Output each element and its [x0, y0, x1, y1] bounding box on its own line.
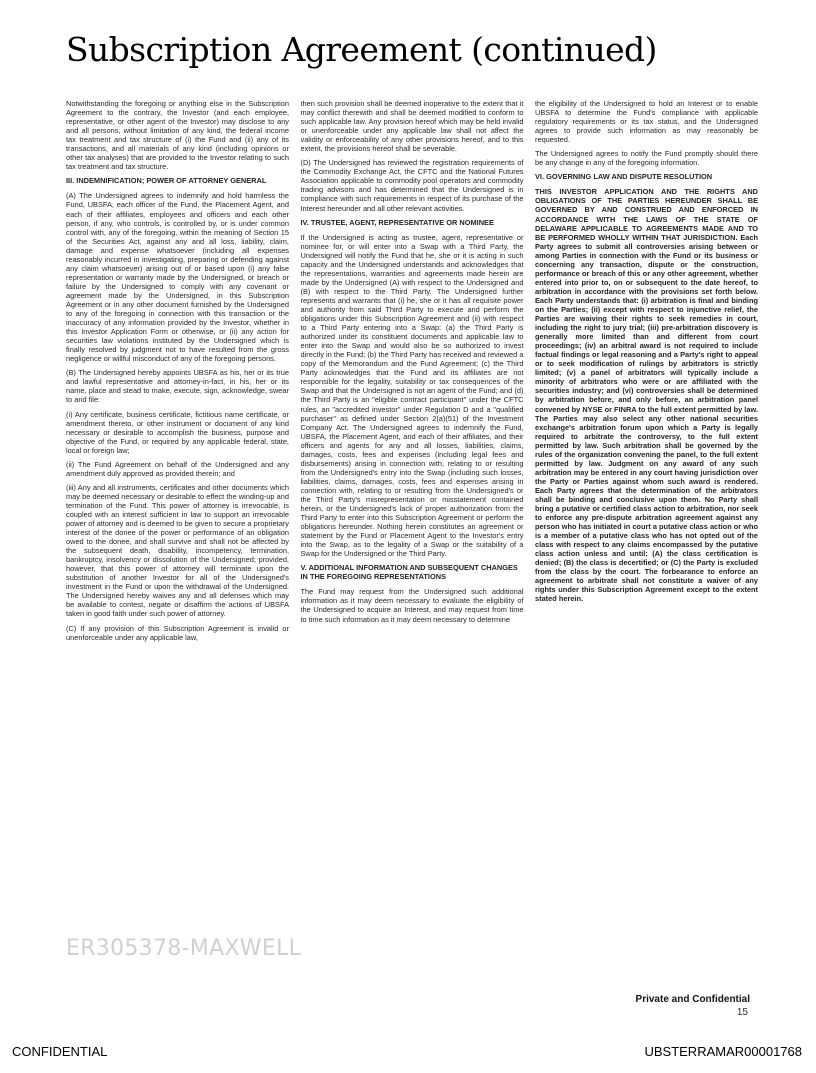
confidential-label: CONFIDENTIAL [12, 1044, 108, 1059]
column-1 [66, 99, 289, 819]
paragraph: Notwithstanding the foregoing or anything else in the Subscription Agreement to the contrary, the Investor (and each employee, representative, or other agent of the Investor) may disclose to any and all persons, without limitation of any kind, the federal income tax treatment and tax structure of (i) the Fund and (ii) any of its transactions, and all materials of any kind (including opinions or other tax analyses) that are provided to the Investor relating to such tax treatment and tax structure. [66, 99, 289, 172]
paragraph: the eligibility of the Undersigned to hold an Interest or to enable UBSFA to determine the Fund's compliance with applicable regulatory requirements or its tax status, and the Undersigned agrees to provide such information as may reasonably be requested. [535, 99, 758, 145]
paragraph: (C) If any provision of this Subscription Agreement is invalid or unenforceable under any applicable law, [66, 623, 289, 642]
column-3 [535, 99, 758, 819]
section-heading-governing-law: VI. GOVERNING LAW AND DISPUTE RESOLUTION [535, 172, 713, 182]
paragraph: If the Undersigned is acting as trustee, agent, representative or nominee for, or will enter into a Swap with a Third Party, the Undersigned will notify the Fund that he, she or it is acting in such capacity and the Undersigned understands and acknowledges that the representations, warranties and agreements made herein are made by the Undersigned (A) with respect to the Undersigned and (B) with respect to the Third Party. The Undersigned further represents and warrants that (i) he, she or it has all requisite power and authority from said Third Party to execute and perform the obligations under this Subscription Agreement and (ii) with respect to a Third Party entering into a Swap: (a) the Third Party is authorized under its constituent documents and applicable law to enter into the Swap and would also be so authorized to invest directly in the Fund; (b) the Third Party has received and reviewed a copy of the Memorandum and the Fund Agreement; (c) the Third Party acknowledges that the Fund and its affiliates are not responsible for the legality, suitability or tax consequences of the Swap and that the Undersigned is not an agent of the Fund; and (d) the Third Party is an "eligible contract participant" under the CFTC rules, an "accredited investor" under Regulation D and a "qualified purchaser" as defined under Section 2(a)(51) of the Investment Company Act. The Undersigned agrees to indemnify the Fund, UBSFA, the Placement Agent, and each of their affiliates, and their officers and agents for any and all losses, liabilities, claims, damages, costs, fees and expenses (including legal fees and disbursements) arising in connection with, relating to or resulting from the Undersigned's entry into the Swap (including such losses, liabilities, claims, damages, costs, fees and expenses arising in connection with, relating to or resulting from the Undersigned's or the Third Party's misrepresentation or misstatement contained herein, or the Undersigned's lack of proper authorization from the Third Party to enter into this Subscription Agreement or perform the obligations hereunder. Nothing herein constitutes an agreement or statement by the Fund or Placement Agent to the Investor's entry into the Swap, as to the legality of a Swap or the suitability of a Swap for the Undersigned or the Third Party. [300, 232, 524, 559]
paragraph: (D) The Undersigned has reviewed the registration requirements of the Commodity Exchange Act, the CFTC and the National Futures Association applicable to commodity pool operators and commodity trading advisors and has determined that the Undersigned is in compliance with such requirements in respect of its purchase of the Interest hereunder and all other relevant activities. [300, 158, 524, 213]
paragraph: (B) The Undersigned hereby appoints UBSFA as his, her or its true and lawful representative and attorney-in-fact, in his, her or its name, place and stead to make, execute, sign, acknowledge, swear to and file: [66, 368, 289, 405]
section-heading-trustee: IV. TRUSTEE, AGENT, REPRESENTATIVE OR NOMINEE [300, 217, 494, 227]
paragraph: (i) Any certificate, business certificate, fictitious name certificate, or amendment thereto, or other instrument or document of any kind necessary or desirable to accomplish the business, purpose and objective of the Fund, or required by any applicable federal, state, local or foreign law; [66, 409, 289, 455]
paragraph: (iii) Any and all instruments, certificates and other documents which may be deemed necessary or desirable to effect the winding-up and termination of the Fund. This power of attorney is irrevocable, is coupled with an interest sufficient in law to support an irrevocable power of attorney and is deemed to be given to secure a proprietary interest of the donee of the power or performance of an obligation owed to the donee, and shall survive and shall not be affected by the subsequent death, disability, incompetency, termination, bankruptcy, insolvency or dissolution of the Undersigned; provided, however, that this power of attorney will terminate upon the substitution of another Investor for all of the Undersigned's investment in the Fund or upon the withdrawal of the Undersigned. The Undersigned hereby waives any and all defenses which may be available to contest, negate or disaffirm the actions of UBSFA taken in good faith under such power of attorney. [66, 482, 289, 619]
paragraph: (ii) The Fund Agreement on behalf of the Undersigned and any amendment duly approved as provided therein; and [66, 459, 289, 478]
section-heading-additional-information: V. ADDITIONAL INFORMATION AND SUBSEQUENT CHANGES IN THE FOREGOING REPRESENTATIONS [300, 563, 518, 582]
bates-number: UBSTERRAMAR00001768 [644, 1044, 802, 1059]
paragraph: (A) The Undersigned agrees to indemnify and hold harmless the Fund, UBSFA, each officer of the Fund, the Placement Agent, and each of their affiliates, employees and officers and each other person, if any, who controls, is controlled by, or is under common control with, any of the foregoing, within the meaning of Section 15 of the Securities Act, against any and all loss, liability, claim, damage and expense whatsoever (including all expenses reasonably incurred in investigating, preparing or defending against any claim whatsoever) arising out of or based upon (i) any false representation or warranty made by the Undersigned, or breach or failure by the Undersigned to comply with any covenant or agreement made by the Undersigned, in this Subscription Agreement or in any other document furnished by the Undersigned to any of the foregoing in connection with this transaction or the inaccuracy of any information provided by the Investor, whether in this Investor Application Form or otherwise, or (ii) any action for securities law violations instituted by the Undersigned which is finally resolved by judgment not to have resulted from the gross negligence or willful misconduct of any of the foregoing persons. [66, 191, 289, 364]
page-title: Subscription Agreement (continued) [66, 30, 657, 69]
page-number: 15 [736, 1007, 748, 1018]
private-and-confidential-label: Private and Confidential [635, 994, 750, 1005]
body-columns [66, 99, 758, 819]
paragraph: The Undersigned agrees to notify the Fund promptly should there be any change in any of the foregoing information. [535, 149, 758, 168]
watermark-stamp: ER305378-MAXWELL [66, 936, 302, 961]
column-2 [301, 99, 524, 819]
paragraph-governing-law: THIS INVESTOR APPLICATION AND THE RIGHTS AND OBLIGATIONS OF THE PARTIES HEREUNDER SHALL BE GOVERNED BY AND CONSTRUED AND ENFORCED IN ACCORDANCE WITH THE LAWS OF THE STATE OF DELAWARE APPLICABLE TO AGREEMENTS MADE AND TO BE PERFORMED WHOLLY WITHIN THAT JURISDICTION. Each Party agrees to submit all controversies arising between or among Parties in connection with the Fund or its business or concerning any transaction, dispute or the construction, performance or breach of this or any other agreement, whether entered into prior to, on or subsequent to the date hereof, to arbitration in accordance with the provisions set forth below. Each Party understands that: (i) arbitration is final and binding on the Parties; (ii) except with respect to injunctive relief, the Parties are waiving their rights to seek remedies in court, including the right to jury trial; (iii) pre-arbitration discovery is generally more limited than and different from court proceedings; (iv) an arbitral award is not required to include factual findings or legal reasoning and a Party's right to appeal or to seek modification of rulings by arbitrators is strictly limited; (v) a panel of arbitrators will typically include a minority of arbitrators who were or are affiliated with the securities industry; and (vi) controversies shall be determined by arbitration before, and only before, an arbitration panel convened by NYSE or FINRA to the full extent permitted by law. The Parties may also select any other national securities exchange's arbitration forum upon which a Party is legally required to arbitrate the controversy, to the full extent permitted by law. Such arbitration shall be governed by the rules of the organization convening the panel, to the full extent permitted by law. Judgment on any award of any such arbitration may be entered in any court having jurisdiction over the Party or Parties against whom such award is rendered. Each Party agrees that the determination of the arbitrators shall be binding and conclusive upon them. No Party shall bring a putative or certified class action to arbitration, nor seek to enforce any pre-dispute arbitration agreement against any person who has initiated in court a putative class action or who is a member of a putative class who has not opted out of the class with respect to any claims encompassed by the putative class action unless and until: (A) the class certification is denied; (B) the class is decertified; or (C) the Party is excluded from the class by the court. The forbearance to enforce an agreement to arbitrate shall not constitute a waiver of any rights under this Subscription Agreement except to the extent stated herein. [535, 187, 758, 604]
paragraph: The Fund may request from the Undersigned such additional information as it may deem necessary to evaluate the eligibility of the Undersigned to acquire an Interest, and may request from time to time such information as it may deem necessary to determine [300, 587, 524, 624]
section-heading-indemnification: III. INDEMNIFICATION; POWER OF ATTORNEY GENERAL [66, 176, 267, 186]
paragraph: then such provision shall be deemed inoperative to the extent that it may conflict therewith and shall be deemed modified to conform to such applicable law. Any provision hereof which may be held invalid or unenforceable under any applicable law shall not affect the validity or enforceability of any other provisions hereof, and to this extent, the provisions hereof shall be severable. [300, 99, 524, 154]
